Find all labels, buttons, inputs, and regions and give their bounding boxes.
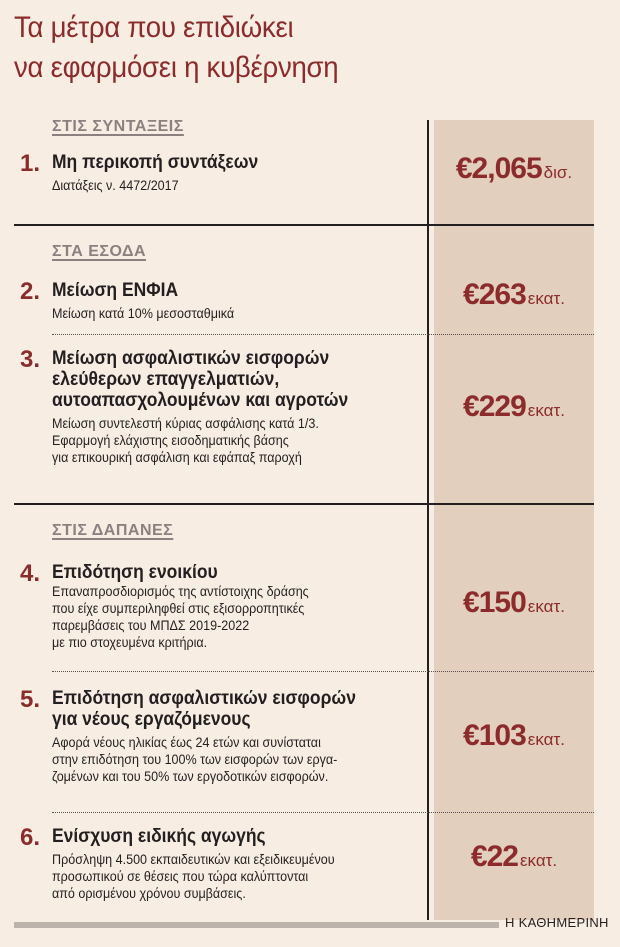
amount-unit: δισ.	[543, 163, 573, 182]
item-title: Ενίσχυση ειδικής αγωγής	[52, 826, 266, 847]
title-line-2: να εφαρμόσει η κυβέρνηση	[14, 51, 339, 84]
page-title	[14, 8, 614, 88]
section-header-pensions: ΣΤΙΣ ΣΥΝΤΑΞΕΙΣ	[52, 118, 184, 135]
measure-item-4	[20, 562, 420, 651]
item-description: Διατάξεις ν. 4472/2017	[52, 178, 179, 193]
item-description-line-1: Πρόσληψη 4.500 εκπαιδευτικών και εξειδικευμένου	[52, 852, 335, 867]
item-title: Μείωση ΕΝΦΙΑ	[52, 280, 179, 301]
amount-item-3	[434, 390, 594, 424]
section-header-revenue: ΣΤΑ ΕΣΟΔΑ	[52, 243, 147, 260]
item-description-line-1: Επαναπροσδιορισμός της αντίστοιχης δράσης	[52, 584, 309, 599]
column-divider	[427, 120, 429, 920]
publisher-credit: Η ΚΑΘΗΜΕΡΙΝΗ	[505, 915, 609, 930]
amount-value: €150	[463, 586, 526, 619]
amount-value: €229	[463, 390, 526, 423]
amount-value: €263	[463, 278, 526, 311]
item-divider	[52, 334, 594, 335]
amount-value: €103	[463, 719, 526, 752]
measure-item-3	[20, 348, 420, 466]
measure-item-1	[20, 152, 420, 194]
item-number: 3.	[20, 346, 41, 373]
amount-unit: εκατ.	[527, 401, 565, 420]
item-title: Μη περικοπή συντάξεων	[52, 152, 259, 173]
item-title-line-1: Μείωση ασφαλιστικών εισφορών	[52, 348, 330, 369]
item-number: 1.	[20, 150, 41, 177]
item-title-line-1: Επιδότηση ασφαλιστικών εισφορών	[52, 688, 356, 709]
item-number: 5.	[20, 686, 41, 713]
item-title-line-2: για νέους εργαζόμενους	[52, 709, 251, 730]
item-description-line-2: στην επιδότηση του 100% των εισφορών των εργα-	[52, 752, 338, 767]
item-divider	[52, 671, 594, 672]
amount-item-6	[434, 840, 594, 874]
item-number: 2.	[20, 278, 41, 305]
section-divider	[14, 224, 594, 226]
section-header-expenses: ΣΤΙΣ ΔΑΠΑΝΕΣ	[52, 522, 174, 539]
item-description-line-3: παρεμβάσεις του ΜΠΔΣ 2019-2022	[52, 618, 250, 633]
amount-value: €22	[470, 840, 518, 873]
item-number: 6.	[20, 824, 41, 851]
measure-item-6	[20, 826, 420, 902]
amount-item-4	[434, 586, 594, 620]
amount-unit: εκατ.	[527, 730, 565, 749]
amount-item-2	[434, 278, 594, 312]
footer-bar	[14, 922, 499, 928]
item-description-line-4: με πιο στοχευμένα κριτήρια.	[52, 635, 208, 650]
item-description-line-3: ζομένων και του 50% των εργοδοτικών εισφορών.	[52, 769, 329, 784]
section-divider	[14, 503, 594, 505]
measure-item-5	[20, 688, 420, 785]
item-description-line-1: Αφορά νέους ηλικίας έως 24 ετών και συνίσταται	[52, 735, 321, 750]
amount-value: €2,065	[455, 152, 542, 185]
item-description-line-1: Μείωση συντελεστή κύριας ασφάλισης κατά 1/3.	[52, 416, 319, 431]
item-divider	[52, 812, 594, 813]
item-number: 4.	[20, 560, 41, 587]
title-line-1: Τα μέτρα που επιδιώκει	[14, 11, 294, 44]
amount-unit: εκατ.	[519, 851, 558, 870]
amount-item-1	[434, 152, 594, 186]
item-description-line-2: προσωπικού σε θέσεις που τώρα καλύπτονται	[52, 869, 309, 884]
item-description-line-3: από ορισμένου χρόνου συμβάσεις.	[52, 886, 246, 901]
item-description: Μείωση κατά 10% μεσοσταθμικά	[52, 306, 235, 321]
item-title-line-2: ελεύθερων επαγγελματιών,	[52, 369, 280, 390]
item-description-line-2: Εφαρμογή ελάχιστης εισοδηματικής βάσης	[52, 433, 289, 448]
amount-item-5	[434, 719, 594, 753]
item-title: Επιδότηση ενοικίου	[52, 562, 218, 583]
item-description-line-3: για επικουρική ασφάλιση και εφάπαξ παροχή	[52, 450, 302, 465]
item-description-line-2: που είχε συμπεριληφθεί στις εξισορροπητικές	[52, 601, 305, 616]
amount-unit: εκατ.	[527, 289, 565, 308]
measure-item-2	[20, 280, 420, 322]
amount-column-background	[434, 120, 594, 920]
item-title-line-3: αυτοαπασχολουμένων και αγροτών	[52, 390, 349, 411]
amount-unit: εκατ.	[527, 597, 565, 616]
